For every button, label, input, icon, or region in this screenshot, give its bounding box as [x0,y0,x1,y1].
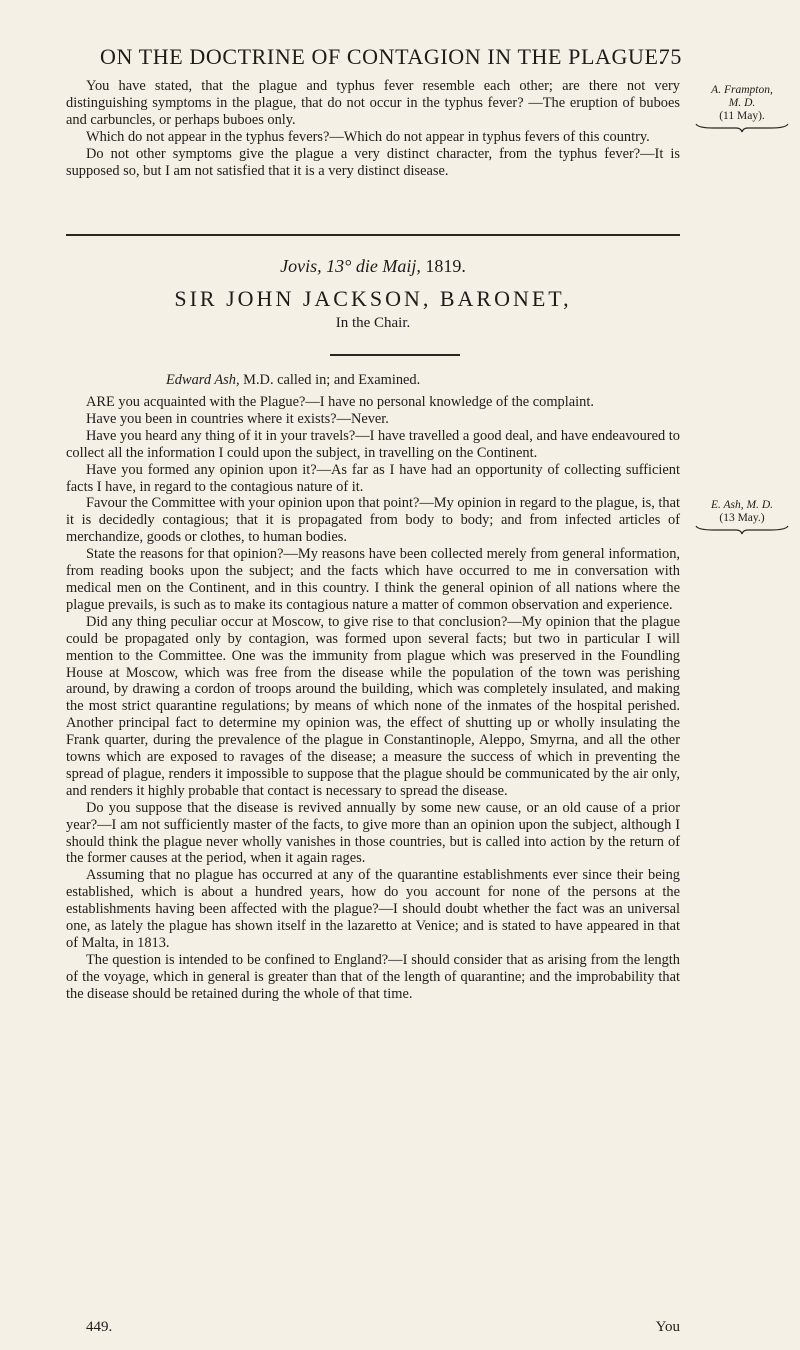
witness-called-text: M.D. called in; and Examined. [239,372,421,388]
section-continued-testimony [66,78,680,179]
paragraph: Which do not appear in the typhus fevers?—Which do not appear in typhus fevers of this country. [86,128,650,145]
paragraph: Do you suppose that the disease is revived annually by some new cause, or an old cause of a prior year?—I am not sufficiently master of the facts, to give more than an opinion upon the subject, although I should think the plague never wholly vanishes in those countries, but is called into action by the return of the former causes at the period, when it again rages. [66,799,680,867]
paragraph: Have you been in countries where it exists?—Never. [86,410,389,427]
witness-called [66,372,680,389]
margin-note-degree: M. D. [728,97,756,109]
paragraph: The question is intended to be confined to England?—I should consider that as arising from the length of the voyage, which in general is greater than that of the length of quarantine; and the improbability that the disease should be retained during the whole of that time. [66,951,680,1002]
signature-mark: 449. [86,1319,113,1335]
brace-icon [694,123,790,133]
running-header [100,44,682,70]
page-footer [86,1319,680,1336]
session-date-text: Jovis, 13° die Maij, [280,256,421,276]
witness-name: Edward Ash, [166,372,240,388]
brace-icon [694,525,790,535]
margin-note-date: (11 May). [719,110,765,122]
session-date [66,256,680,277]
paragraph: Do not other symptoms give the plague a very distinct character, from the typhus fever?—It is supposed so, but I am not satisfied that it is a very distinct disease. [66,145,680,179]
section-ash-testimony [66,394,680,1003]
section-divider [66,234,680,236]
paragraph: Have you formed any opinion upon it?—As far as I have had an opportunity of collecting sufficient facts I have, in regard to the contagious nature of it. [66,461,680,495]
paragraph: Assuming that no plague has occurred at any of the quarantine establishments ever since their being established, which is about a hundred years, how do you account for none of the persons at the establishments having been affected with the plague?—I should doubt whether the fact was an universal one, as lately the plague has shown itself in the lazaretto at Venice; and is stated to have appeared in that of Malta, in 1813. [66,867,680,951]
paragraph: You have stated, that the plague and typhus fever resemble each other; are there not very distinguishing symptoms in the plague, that do not occur in the typhus fever? —The eruption of buboes and carbuncles, or perhaps buboes only. [66,78,680,128]
header-title: ON THE DOCTRINE OF CONTAGION IN THE PLAGUE. [100,44,665,69]
paragraph: Have you heard any thing of it in your travels?—I have travelled a good deal, and have endeavoured to collect all the information I could upon the subject, in travelling on the Continent. [66,427,680,461]
chair-subtitle: In the Chair. [335,315,411,331]
paragraph: Favour the Committee with your opinion upon that point?—My opinion in regard to the plague, is, that it is decidedly contagious; that it is propagated from body to body; and from infected articles of merchandize, goods or clothes, to human bodies. [66,495,680,546]
catchword: You [655,1319,680,1335]
paragraph: ARE you acquainted with the Plague?—I have no personal knowledge of the complaint. [86,394,594,410]
margin-note-name: E. Ash, M. D. [710,499,774,511]
short-divider [330,354,460,356]
margin-note-date: (13 May.) [719,512,765,524]
paragraph: State the reasons for that opinion?—My reasons have been collected merely from general information, from reading books upon the subject; and the facts which have occurred to me in conversation with medical men on the Continent, and in this country. I think the general opinion of all nations where the plague prevails, is such as to make its contagious nature a matter of common observation and experience. [66,546,680,613]
chair-name: SIR JOHN JACKSON, BARONET, [174,286,572,311]
margin-note-name: A. Frampton, [711,84,773,96]
page-number: 75 [658,44,682,69]
margin-note-frampton [690,84,794,123]
margin-note-ash [690,499,794,525]
paragraph: Did any thing peculiar occur at Moscow, to give rise to that conclusion?—My opinion that the plague could be propagated only by contagion, was formed upon several facts; but two in particular I will mention to the Committee. One was the immunity from plague which was preserved in the Foundling House at Moscow, which was free from the disease while the population of the town was perishing around, by drawing a cordon of troops around the building, which was completely insulated, and making the most strict quarantine regulations; by means of which none of the inmates of the hospital perished. Another principal fact to determine my opinion was, the effect of shutting up or wholly insulating the Frank quarter, during the prevalence of the plague in Constantinople, Aleppo, Smyrna, and all the other towns which are exposed to ravages of the disease; a measure the success of which in preventing the spread of plague, renders it impossible to suppose that the plague should be communicated by the air only, and renders it highly probable that contact is necessary to spread the disease. [66,613,680,799]
session-year: 1819. [425,256,466,276]
